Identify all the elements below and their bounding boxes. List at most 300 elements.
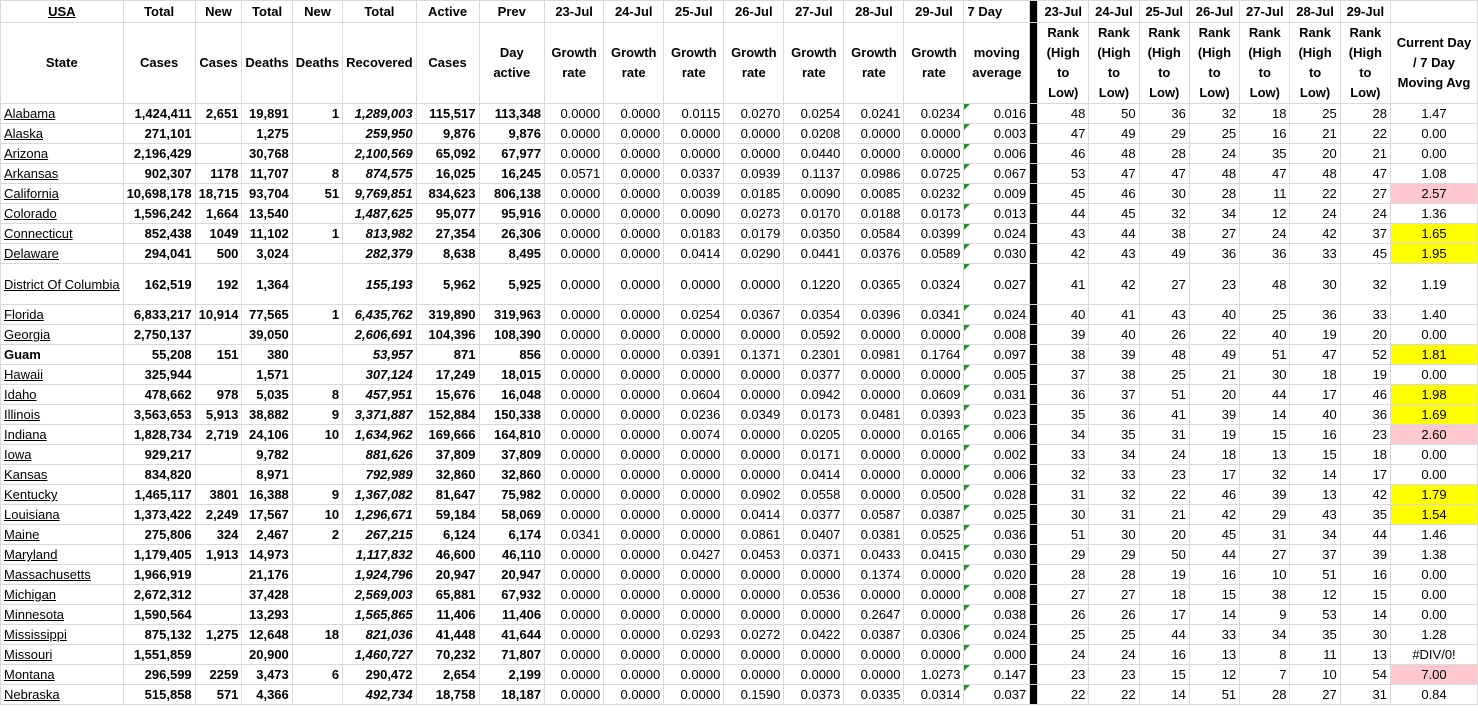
cell-g24[interactable]: 0.0000 bbox=[604, 625, 664, 645]
cell-r26[interactable]: 13 bbox=[1189, 645, 1239, 665]
cell-ratio[interactable]: 0.00 bbox=[1391, 585, 1478, 605]
cell-new-deaths[interactable] bbox=[292, 545, 342, 565]
header-cell[interactable]: 28-Jul bbox=[1290, 1, 1340, 23]
cell-new-deaths[interactable]: 51 bbox=[292, 184, 342, 204]
cell-g29[interactable]: 0.0306 bbox=[904, 625, 964, 645]
cell-g24[interactable]: 0.0000 bbox=[604, 144, 664, 164]
cell-active[interactable]: 104,396 bbox=[416, 325, 479, 345]
cell-ma7[interactable]: 0.013 bbox=[964, 204, 1030, 224]
cell-recovered[interactable]: 492,734 bbox=[343, 685, 416, 705]
header-cell[interactable]: Recovered bbox=[343, 23, 416, 104]
cell-ma7[interactable]: 0.025 bbox=[964, 505, 1030, 525]
cell-ma7[interactable]: 0.020 bbox=[964, 565, 1030, 585]
state-link[interactable]: Arizona bbox=[1, 144, 124, 164]
cell-g26[interactable]: 0.0272 bbox=[724, 625, 784, 645]
cell-g28[interactable]: 0.0587 bbox=[844, 505, 904, 525]
cell-r24[interactable]: 47 bbox=[1089, 164, 1139, 184]
state-link[interactable]: Minnesota bbox=[1, 605, 124, 625]
cell-r24[interactable]: 37 bbox=[1089, 385, 1139, 405]
cell-r29[interactable]: 46 bbox=[1340, 385, 1390, 405]
header-cell[interactable]: Deaths bbox=[292, 23, 342, 104]
cell-active[interactable]: 871 bbox=[416, 345, 479, 365]
cell-g24[interactable]: 0.0000 bbox=[604, 685, 664, 705]
cell-g26[interactable]: 0.0000 bbox=[724, 425, 784, 445]
cell-g26[interactable]: 0.0000 bbox=[724, 365, 784, 385]
header-cell[interactable]: 27-Jul bbox=[1240, 1, 1290, 23]
cell-g26[interactable]: 0.0270 bbox=[724, 104, 784, 124]
cell-total-deaths[interactable]: 1,364 bbox=[242, 264, 292, 305]
cell-g28[interactable]: 0.0000 bbox=[844, 325, 904, 345]
cell-ratio[interactable]: 1.19 bbox=[1391, 264, 1478, 305]
cell-new-cases[interactable] bbox=[195, 605, 242, 625]
cell-ma7[interactable]: 0.024 bbox=[964, 224, 1030, 244]
cell-new-cases[interactable]: 3801 bbox=[195, 485, 242, 505]
cell-g24[interactable]: 0.0000 bbox=[604, 425, 664, 445]
cell-total-cases[interactable]: 1,966,919 bbox=[123, 565, 195, 585]
cell-recovered[interactable]: 307,124 bbox=[343, 365, 416, 385]
cell-total-deaths[interactable]: 4,366 bbox=[242, 685, 292, 705]
cell-recovered[interactable]: 3,371,887 bbox=[343, 405, 416, 425]
cell-total-cases[interactable]: 1,590,564 bbox=[123, 605, 195, 625]
cell-r25[interactable]: 44 bbox=[1139, 625, 1189, 645]
cell-g29[interactable]: 0.0000 bbox=[904, 465, 964, 485]
cell-active[interactable]: 27,354 bbox=[416, 224, 479, 244]
cell-r25[interactable]: 22 bbox=[1139, 485, 1189, 505]
cell-r23[interactable]: 37 bbox=[1038, 365, 1089, 385]
cell-r27[interactable]: 28 bbox=[1240, 685, 1290, 705]
cell-g23[interactable]: 0.0341 bbox=[545, 525, 604, 545]
cell-g24[interactable]: 0.0000 bbox=[604, 505, 664, 525]
cell-g23[interactable]: 0.0000 bbox=[545, 465, 604, 485]
cell-active[interactable]: 32,860 bbox=[416, 465, 479, 485]
cell-r27[interactable]: 30 bbox=[1240, 365, 1290, 385]
cell-r29[interactable]: 19 bbox=[1340, 365, 1390, 385]
cell-total-deaths[interactable]: 3,473 bbox=[242, 665, 292, 685]
cell-new-deaths[interactable]: 8 bbox=[292, 385, 342, 405]
cell-r23[interactable]: 36 bbox=[1038, 385, 1089, 405]
cell-g23[interactable]: 0.0000 bbox=[545, 605, 604, 625]
cell-r25[interactable]: 27 bbox=[1139, 264, 1189, 305]
state-link[interactable]: Montana bbox=[1, 665, 124, 685]
state-link[interactable]: Hawaii bbox=[1, 365, 124, 385]
cell-ma7[interactable]: 0.038 bbox=[964, 605, 1030, 625]
cell-g24[interactable]: 0.0000 bbox=[604, 525, 664, 545]
cell-r27[interactable]: 36 bbox=[1240, 244, 1290, 264]
cell-r25[interactable]: 17 bbox=[1139, 605, 1189, 625]
cell-r28[interactable]: 21 bbox=[1290, 124, 1340, 144]
cell-r27[interactable]: 8 bbox=[1240, 645, 1290, 665]
cell-g29[interactable]: 0.0341 bbox=[904, 305, 964, 325]
cell-r27[interactable]: 13 bbox=[1240, 445, 1290, 465]
cell-g25[interactable]: 0.0391 bbox=[664, 345, 724, 365]
cell-g25[interactable]: 0.0000 bbox=[664, 505, 724, 525]
cell-g28[interactable]: 0.0000 bbox=[844, 665, 904, 685]
cell-r28[interactable]: 33 bbox=[1290, 244, 1340, 264]
cell-r23[interactable]: 33 bbox=[1038, 445, 1089, 465]
header-cell[interactable]: 23-Jul bbox=[545, 1, 604, 23]
cell-total-cases[interactable]: 1,596,242 bbox=[123, 204, 195, 224]
cell-r27[interactable]: 15 bbox=[1240, 425, 1290, 445]
cell-active[interactable]: 17,249 bbox=[416, 365, 479, 385]
header-cell[interactable]: 26-Jul bbox=[724, 1, 784, 23]
cell-g28[interactable]: 0.0000 bbox=[844, 425, 904, 445]
state-link[interactable]: Colorado bbox=[1, 204, 124, 224]
cell-active[interactable]: 59,184 bbox=[416, 505, 479, 525]
state-link[interactable]: Florida bbox=[1, 305, 124, 325]
cell-r27[interactable]: 34 bbox=[1240, 625, 1290, 645]
cell-recovered[interactable]: 9,769,851 bbox=[343, 184, 416, 204]
cell-r26[interactable]: 20 bbox=[1189, 385, 1239, 405]
cell-r25[interactable]: 23 bbox=[1139, 465, 1189, 485]
header-cell[interactable]: USA bbox=[1, 1, 124, 23]
cell-recovered[interactable]: 1,117,832 bbox=[343, 545, 416, 565]
header-cell[interactable]: Growth rate bbox=[724, 23, 784, 104]
cell-r29[interactable]: 14 bbox=[1340, 605, 1390, 625]
cell-g29[interactable]: 0.0232 bbox=[904, 184, 964, 204]
cell-r23[interactable]: 40 bbox=[1038, 305, 1089, 325]
cell-prev-active[interactable]: 9,876 bbox=[479, 124, 545, 144]
cell-g27[interactable]: 0.0171 bbox=[784, 445, 844, 465]
cell-recovered[interactable]: 1,924,796 bbox=[343, 565, 416, 585]
cell-r29[interactable]: 33 bbox=[1340, 305, 1390, 325]
cell-active[interactable]: 8,638 bbox=[416, 244, 479, 264]
cell-new-cases[interactable]: 2259 bbox=[195, 665, 242, 685]
cell-r24[interactable]: 30 bbox=[1089, 525, 1139, 545]
cell-r24[interactable]: 50 bbox=[1089, 104, 1139, 124]
cell-r26[interactable]: 40 bbox=[1189, 305, 1239, 325]
cell-r29[interactable]: 42 bbox=[1340, 485, 1390, 505]
state-link[interactable]: Louisiana bbox=[1, 505, 124, 525]
cell-r26[interactable]: 19 bbox=[1189, 425, 1239, 445]
cell-total-cases[interactable]: 902,307 bbox=[123, 164, 195, 184]
cell-r27[interactable]: 9 bbox=[1240, 605, 1290, 625]
cell-g23[interactable]: 0.0000 bbox=[545, 425, 604, 445]
cell-g26[interactable]: 0.0000 bbox=[724, 645, 784, 665]
cell-r26[interactable]: 15 bbox=[1189, 585, 1239, 605]
header-cell[interactable]: Cases bbox=[195, 23, 242, 104]
cell-g24[interactable]: 0.0000 bbox=[604, 124, 664, 144]
cell-ma7[interactable]: 0.002 bbox=[964, 445, 1030, 465]
cell-new-cases[interactable]: 2,651 bbox=[195, 104, 242, 124]
cell-r29[interactable]: 52 bbox=[1340, 345, 1390, 365]
cell-g27[interactable]: 0.0536 bbox=[784, 585, 844, 605]
cell-recovered[interactable]: 282,379 bbox=[343, 244, 416, 264]
cell-r29[interactable]: 18 bbox=[1340, 445, 1390, 465]
cell-g24[interactable]: 0.0000 bbox=[604, 445, 664, 465]
cell-r23[interactable]: 41 bbox=[1038, 264, 1089, 305]
cell-r28[interactable]: 36 bbox=[1290, 305, 1340, 325]
cell-ma7[interactable]: 0.037 bbox=[964, 685, 1030, 705]
cell-r23[interactable]: 30 bbox=[1038, 505, 1089, 525]
cell-active[interactable]: 41,448 bbox=[416, 625, 479, 645]
cell-r25[interactable]: 51 bbox=[1139, 385, 1189, 405]
cell-r25[interactable]: 32 bbox=[1139, 204, 1189, 224]
cell-r25[interactable]: 48 bbox=[1139, 345, 1189, 365]
header-cell[interactable]: Deaths bbox=[242, 23, 292, 104]
cell-total-cases[interactable]: 2,672,312 bbox=[123, 585, 195, 605]
cell-total-deaths[interactable]: 38,882 bbox=[242, 405, 292, 425]
cell-active[interactable]: 6,124 bbox=[416, 525, 479, 545]
cell-g23[interactable]: 0.0000 bbox=[545, 104, 604, 124]
cell-ma7[interactable]: 0.030 bbox=[964, 244, 1030, 264]
cell-r25[interactable]: 25 bbox=[1139, 365, 1189, 385]
cell-ratio[interactable]: 1.40 bbox=[1391, 305, 1478, 325]
cell-ratio[interactable]: 1.65 bbox=[1391, 224, 1478, 244]
cell-recovered[interactable]: 821,036 bbox=[343, 625, 416, 645]
cell-g25[interactable]: 0.0000 bbox=[664, 445, 724, 465]
cell-g24[interactable]: 0.0000 bbox=[604, 485, 664, 505]
cell-r26[interactable]: 44 bbox=[1189, 545, 1239, 565]
cell-r27[interactable]: 40 bbox=[1240, 325, 1290, 345]
cell-total-deaths[interactable]: 20,900 bbox=[242, 645, 292, 665]
cell-new-deaths[interactable] bbox=[292, 465, 342, 485]
cell-new-deaths[interactable] bbox=[292, 585, 342, 605]
cell-ma7[interactable]: 0.000 bbox=[964, 645, 1030, 665]
cell-r23[interactable]: 26 bbox=[1038, 605, 1089, 625]
cell-r26[interactable]: 22 bbox=[1189, 325, 1239, 345]
cell-active[interactable]: 115,517 bbox=[416, 104, 479, 124]
cell-r29[interactable]: 47 bbox=[1340, 164, 1390, 184]
header-cell[interactable] bbox=[1391, 1, 1478, 23]
cell-r25[interactable]: 30 bbox=[1139, 184, 1189, 204]
cell-total-cases[interactable]: 271,101 bbox=[123, 124, 195, 144]
cell-new-deaths[interactable] bbox=[292, 124, 342, 144]
header-cell[interactable]: Growth rate bbox=[784, 23, 844, 104]
cell-r28[interactable]: 42 bbox=[1290, 224, 1340, 244]
cell-r28[interactable]: 14 bbox=[1290, 465, 1340, 485]
cell-total-cases[interactable]: 55,208 bbox=[123, 345, 195, 365]
cell-g24[interactable]: 0.0000 bbox=[604, 305, 664, 325]
cell-g27[interactable]: 0.0000 bbox=[784, 665, 844, 685]
cell-g25[interactable]: 0.0293 bbox=[664, 625, 724, 645]
cell-r23[interactable]: 38 bbox=[1038, 345, 1089, 365]
cell-r23[interactable]: 22 bbox=[1038, 685, 1089, 705]
cell-g24[interactable]: 0.0000 bbox=[604, 345, 664, 365]
cell-r25[interactable]: 36 bbox=[1139, 104, 1189, 124]
cell-g28[interactable]: 0.0000 bbox=[844, 445, 904, 465]
cell-prev-active[interactable]: 95,916 bbox=[479, 204, 545, 224]
state-link[interactable]: Iowa bbox=[1, 445, 124, 465]
cell-new-cases[interactable]: 324 bbox=[195, 525, 242, 545]
cell-recovered[interactable]: 1,565,865 bbox=[343, 605, 416, 625]
cell-ratio[interactable]: 1.36 bbox=[1391, 204, 1478, 224]
cell-total-deaths[interactable]: 11,707 bbox=[242, 164, 292, 184]
cell-total-deaths[interactable]: 8,971 bbox=[242, 465, 292, 485]
cell-ratio[interactable]: 1.69 bbox=[1391, 405, 1478, 425]
cell-r27[interactable]: 10 bbox=[1240, 565, 1290, 585]
cell-g23[interactable]: 0.0000 bbox=[545, 184, 604, 204]
cell-ma7[interactable]: 0.008 bbox=[964, 585, 1030, 605]
cell-r24[interactable]: 46 bbox=[1089, 184, 1139, 204]
cell-r26[interactable]: 42 bbox=[1189, 505, 1239, 525]
cell-total-cases[interactable]: 2,196,429 bbox=[123, 144, 195, 164]
cell-r25[interactable]: 41 bbox=[1139, 405, 1189, 425]
state-link[interactable]: Guam bbox=[1, 345, 124, 365]
cell-g24[interactable]: 0.0000 bbox=[604, 164, 664, 184]
cell-r24[interactable]: 48 bbox=[1089, 144, 1139, 164]
cell-r26[interactable]: 46 bbox=[1189, 485, 1239, 505]
cell-r29[interactable]: 22 bbox=[1340, 124, 1390, 144]
cell-r24[interactable]: 42 bbox=[1089, 264, 1139, 305]
cell-ma7[interactable]: 0.036 bbox=[964, 525, 1030, 545]
cell-r26[interactable]: 23 bbox=[1189, 264, 1239, 305]
cell-r24[interactable]: 32 bbox=[1089, 485, 1139, 505]
cell-g25[interactable]: 0.0000 bbox=[664, 365, 724, 385]
cell-g26[interactable]: 0.0273 bbox=[724, 204, 784, 224]
cell-g26[interactable]: 0.0290 bbox=[724, 244, 784, 264]
cell-active[interactable]: 20,947 bbox=[416, 565, 479, 585]
cell-g23[interactable]: 0.0000 bbox=[545, 485, 604, 505]
cell-r29[interactable]: 54 bbox=[1340, 665, 1390, 685]
header-cell[interactable]: Total bbox=[123, 1, 195, 23]
cell-total-deaths[interactable]: 1,275 bbox=[242, 124, 292, 144]
cell-ma7[interactable]: 0.097 bbox=[964, 345, 1030, 365]
header-cell[interactable]: Current Day / 7 Day Moving Avg bbox=[1391, 23, 1478, 104]
cell-g25[interactable]: 0.0074 bbox=[664, 425, 724, 445]
header-cell[interactable]: Day active bbox=[479, 23, 545, 104]
cell-g26[interactable]: 0.0000 bbox=[724, 264, 784, 305]
cell-new-cases[interactable] bbox=[195, 325, 242, 345]
cell-new-cases[interactable] bbox=[195, 585, 242, 605]
cell-r26[interactable]: 27 bbox=[1189, 224, 1239, 244]
cell-g23[interactable]: 0.0000 bbox=[545, 244, 604, 264]
cell-g27[interactable]: 0.0441 bbox=[784, 244, 844, 264]
cell-g23[interactable]: 0.0000 bbox=[545, 645, 604, 665]
cell-recovered[interactable]: 155,193 bbox=[343, 264, 416, 305]
cell-new-deaths[interactable]: 10 bbox=[292, 505, 342, 525]
cell-g23[interactable]: 0.0000 bbox=[545, 505, 604, 525]
cell-g25[interactable]: 0.0115 bbox=[664, 104, 724, 124]
cell-r27[interactable]: 31 bbox=[1240, 525, 1290, 545]
cell-r26[interactable]: 34 bbox=[1189, 204, 1239, 224]
cell-new-cases[interactable]: 151 bbox=[195, 345, 242, 365]
state-link[interactable]: Illinois bbox=[1, 405, 124, 425]
cell-g24[interactable]: 0.0000 bbox=[604, 224, 664, 244]
cell-r23[interactable]: 23 bbox=[1038, 665, 1089, 685]
cell-prev-active[interactable]: 71,807 bbox=[479, 645, 545, 665]
state-link[interactable]: Alaska bbox=[1, 124, 124, 144]
cell-g25[interactable]: 0.0183 bbox=[664, 224, 724, 244]
cell-r29[interactable]: 37 bbox=[1340, 224, 1390, 244]
cell-ratio[interactable]: 2.57 bbox=[1391, 184, 1478, 204]
cell-g29[interactable]: 0.0000 bbox=[904, 645, 964, 665]
cell-g24[interactable]: 0.0000 bbox=[604, 264, 664, 305]
cell-g29[interactable]: 0.0000 bbox=[904, 445, 964, 465]
cell-g27[interactable]: 0.0414 bbox=[784, 465, 844, 485]
cell-g29[interactable]: 0.0000 bbox=[904, 144, 964, 164]
cell-g28[interactable]: 0.0000 bbox=[844, 144, 904, 164]
cell-total-cases[interactable]: 3,563,653 bbox=[123, 405, 195, 425]
cell-g28[interactable]: 0.0481 bbox=[844, 405, 904, 425]
cell-r29[interactable]: 27 bbox=[1340, 184, 1390, 204]
cell-r28[interactable]: 24 bbox=[1290, 204, 1340, 224]
cell-total-deaths[interactable]: 24,106 bbox=[242, 425, 292, 445]
cell-g27[interactable]: 0.0371 bbox=[784, 545, 844, 565]
cell-r23[interactable]: 35 bbox=[1038, 405, 1089, 425]
cell-r27[interactable]: 14 bbox=[1240, 405, 1290, 425]
cell-r26[interactable]: 49 bbox=[1189, 345, 1239, 365]
cell-r29[interactable]: 15 bbox=[1340, 585, 1390, 605]
cell-new-deaths[interactable]: 8 bbox=[292, 164, 342, 184]
cell-r25[interactable]: 50 bbox=[1139, 545, 1189, 565]
cell-ma7[interactable]: 0.030 bbox=[964, 545, 1030, 565]
cell-r24[interactable]: 39 bbox=[1089, 345, 1139, 365]
cell-r26[interactable]: 51 bbox=[1189, 685, 1239, 705]
cell-g27[interactable]: 0.0090 bbox=[784, 184, 844, 204]
cell-r29[interactable]: 21 bbox=[1340, 144, 1390, 164]
cell-g27[interactable]: 0.1137 bbox=[784, 164, 844, 184]
cell-new-deaths[interactable]: 1 bbox=[292, 104, 342, 124]
cell-ratio[interactable]: 0.00 bbox=[1391, 325, 1478, 345]
cell-ratio[interactable]: 0.00 bbox=[1391, 445, 1478, 465]
cell-total-deaths[interactable]: 3,024 bbox=[242, 244, 292, 264]
cell-g28[interactable]: 0.0981 bbox=[844, 345, 904, 365]
cell-new-cases[interactable] bbox=[195, 645, 242, 665]
cell-active[interactable]: 81,647 bbox=[416, 485, 479, 505]
cell-r24[interactable]: 26 bbox=[1089, 605, 1139, 625]
cell-new-deaths[interactable] bbox=[292, 445, 342, 465]
cell-r26[interactable]: 16 bbox=[1189, 565, 1239, 585]
cell-total-cases[interactable]: 834,820 bbox=[123, 465, 195, 485]
cell-total-cases[interactable]: 6,833,217 bbox=[123, 305, 195, 325]
cell-g24[interactable]: 0.0000 bbox=[604, 204, 664, 224]
cell-total-cases[interactable]: 852,438 bbox=[123, 224, 195, 244]
cell-r28[interactable]: 16 bbox=[1290, 425, 1340, 445]
cell-g23[interactable]: 0.0000 bbox=[545, 204, 604, 224]
cell-g23[interactable]: 0.0000 bbox=[545, 144, 604, 164]
header-cell[interactable]: 24-Jul bbox=[604, 1, 664, 23]
header-cell[interactable]: Growth rate bbox=[904, 23, 964, 104]
cell-r23[interactable]: 48 bbox=[1038, 104, 1089, 124]
cell-ratio[interactable]: #DIV/0! bbox=[1391, 645, 1478, 665]
cell-r28[interactable]: 27 bbox=[1290, 685, 1340, 705]
cell-r26[interactable]: 24 bbox=[1189, 144, 1239, 164]
cell-recovered[interactable]: 53,957 bbox=[343, 345, 416, 365]
cell-total-deaths[interactable]: 12,648 bbox=[242, 625, 292, 645]
cell-r28[interactable]: 51 bbox=[1290, 565, 1340, 585]
cell-g29[interactable]: 1.0273 bbox=[904, 665, 964, 685]
cell-recovered[interactable]: 267,215 bbox=[343, 525, 416, 545]
cell-g29[interactable]: 0.0415 bbox=[904, 545, 964, 565]
cell-recovered[interactable]: 1,460,727 bbox=[343, 645, 416, 665]
cell-g27[interactable]: 0.0254 bbox=[784, 104, 844, 124]
header-cell[interactable]: Growth rate bbox=[664, 23, 724, 104]
cell-r28[interactable]: 15 bbox=[1290, 445, 1340, 465]
cell-r26[interactable]: 33 bbox=[1189, 625, 1239, 645]
cell-prev-active[interactable]: 41,644 bbox=[479, 625, 545, 645]
cell-recovered[interactable]: 813,982 bbox=[343, 224, 416, 244]
cell-prev-active[interactable]: 67,977 bbox=[479, 144, 545, 164]
cell-prev-active[interactable]: 37,809 bbox=[479, 445, 545, 465]
cell-r24[interactable]: 34 bbox=[1089, 445, 1139, 465]
cell-new-cases[interactable]: 10,914 bbox=[195, 305, 242, 325]
cell-r24[interactable]: 31 bbox=[1089, 505, 1139, 525]
cell-r23[interactable]: 44 bbox=[1038, 204, 1089, 224]
state-link[interactable]: Idaho bbox=[1, 385, 124, 405]
cell-g23[interactable]: 0.0000 bbox=[545, 585, 604, 605]
cell-g28[interactable]: 0.0396 bbox=[844, 305, 904, 325]
cell-g27[interactable]: 0.0354 bbox=[784, 305, 844, 325]
cell-active[interactable]: 319,890 bbox=[416, 305, 479, 325]
cell-r24[interactable]: 27 bbox=[1089, 585, 1139, 605]
cell-g27[interactable]: 0.0942 bbox=[784, 385, 844, 405]
cell-g27[interactable]: 0.0440 bbox=[784, 144, 844, 164]
cell-new-cases[interactable] bbox=[195, 124, 242, 144]
cell-prev-active[interactable]: 5,925 bbox=[479, 264, 545, 305]
cell-r28[interactable]: 37 bbox=[1290, 545, 1340, 565]
cell-active[interactable]: 5,962 bbox=[416, 264, 479, 305]
cell-g23[interactable]: 0.0000 bbox=[545, 545, 604, 565]
